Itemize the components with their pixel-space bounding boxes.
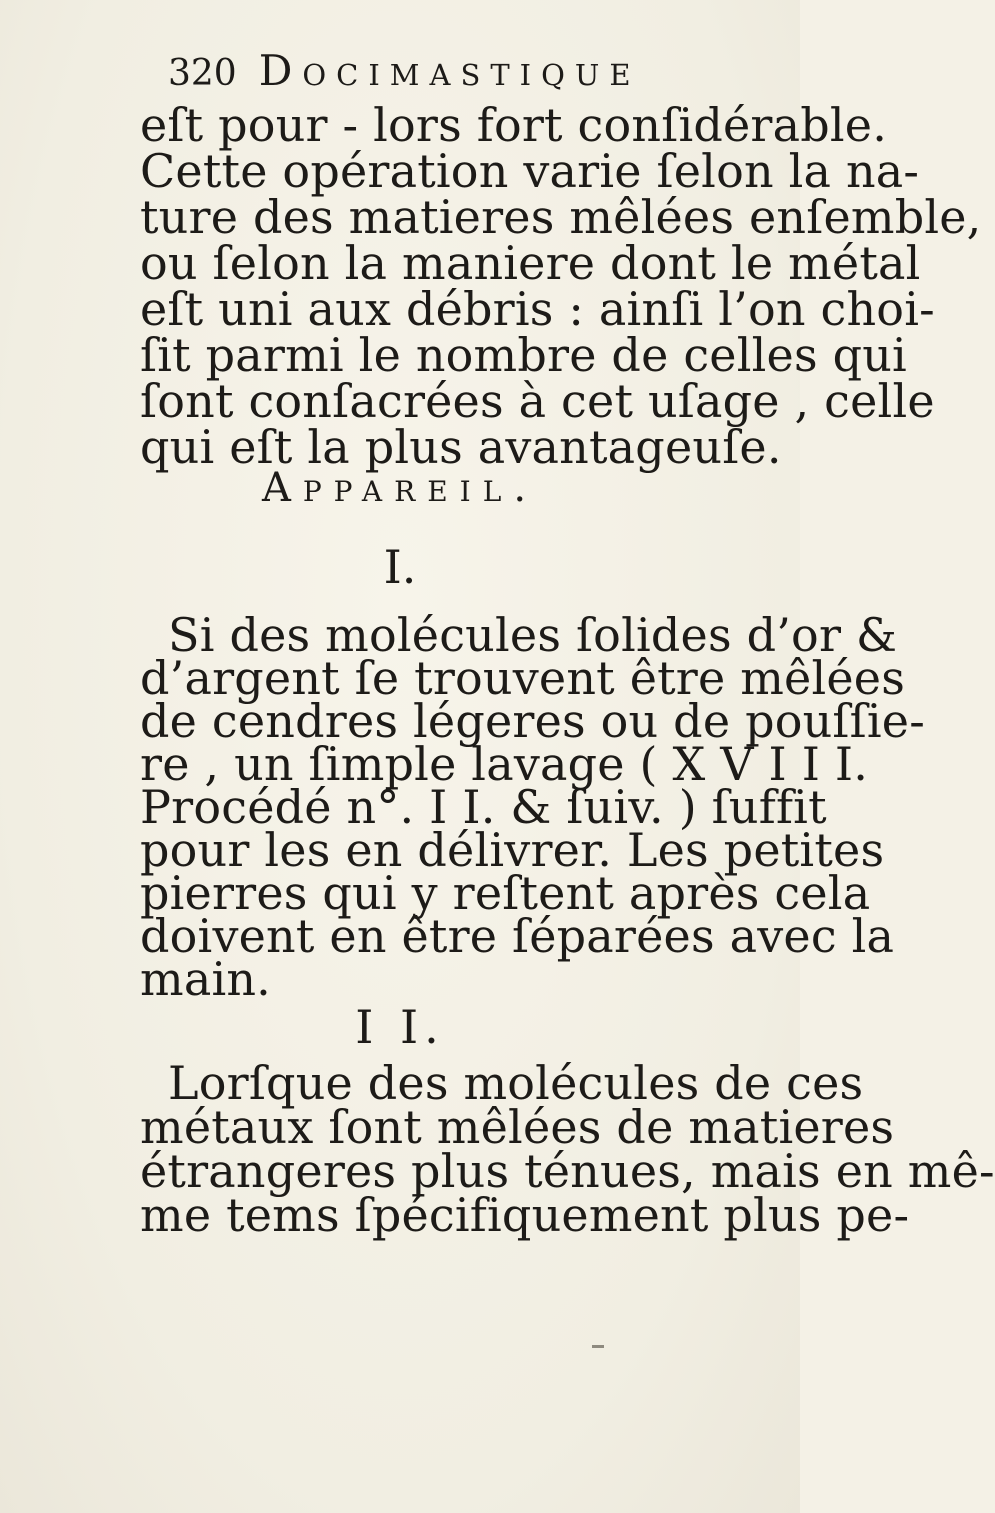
text-line: re , un ſimple lavage ( X V I I I. <box>140 737 869 791</box>
text-line: ou ſelon la maniere dont le métal <box>140 236 921 290</box>
running-header <box>168 46 641 95</box>
running-title: Docimastique <box>258 46 641 95</box>
paragraph-1 <box>140 98 982 474</box>
text-line: Procédé n°. I I. & ſuiv. ) ſuffit <box>140 780 827 834</box>
text-line: métaux ſont mêlées de matieres <box>140 1100 895 1154</box>
text-line: main. <box>140 952 272 1006</box>
text-line: Cette opération varie ſelon la na- <box>140 144 920 198</box>
text-line: étrangeres plus ténues, mais en mê- <box>140 1144 995 1198</box>
paragraph-2 <box>140 608 925 1006</box>
text-line: d’argent ſe trouvent être mêlées <box>140 651 906 705</box>
text-line: Si des molécules ſolides d’or & <box>168 608 898 662</box>
numeral-heading-1: I. <box>383 540 417 594</box>
text-line: pierres qui y reſtent après cela <box>140 866 871 920</box>
text-line: eſt pour - lors fort conſidérable. <box>140 98 888 152</box>
text-line: de cendres légeres ou de pouſſie- <box>140 694 925 748</box>
text-line: ture des matieres mêlées enſemble, <box>140 190 982 244</box>
paragraph-3 <box>140 1056 995 1242</box>
page-number: 320 <box>168 53 237 94</box>
text-line: me tems ſpécifiquement plus pe- <box>140 1188 910 1242</box>
text-line: pour les en délivrer. Les petites <box>140 823 885 877</box>
catchword-mark <box>592 1345 604 1348</box>
numeral-heading-2: I I. <box>355 1000 445 1054</box>
text-line: Lorſque des molécules de ces <box>168 1056 864 1110</box>
text-line: eſt uni aux débris : ainſi l’on choi- <box>140 282 935 336</box>
text-line: doivent en être ſéparées avec la <box>140 909 895 963</box>
text-line: ſont conſacrées à cet uſage , celle <box>140 374 935 428</box>
text-line: qui eſt la plus avantageuſe. <box>140 420 782 474</box>
text-line: ſit parmi le nombre de celles qui <box>140 328 907 382</box>
section-title: Appareil. <box>261 465 539 511</box>
